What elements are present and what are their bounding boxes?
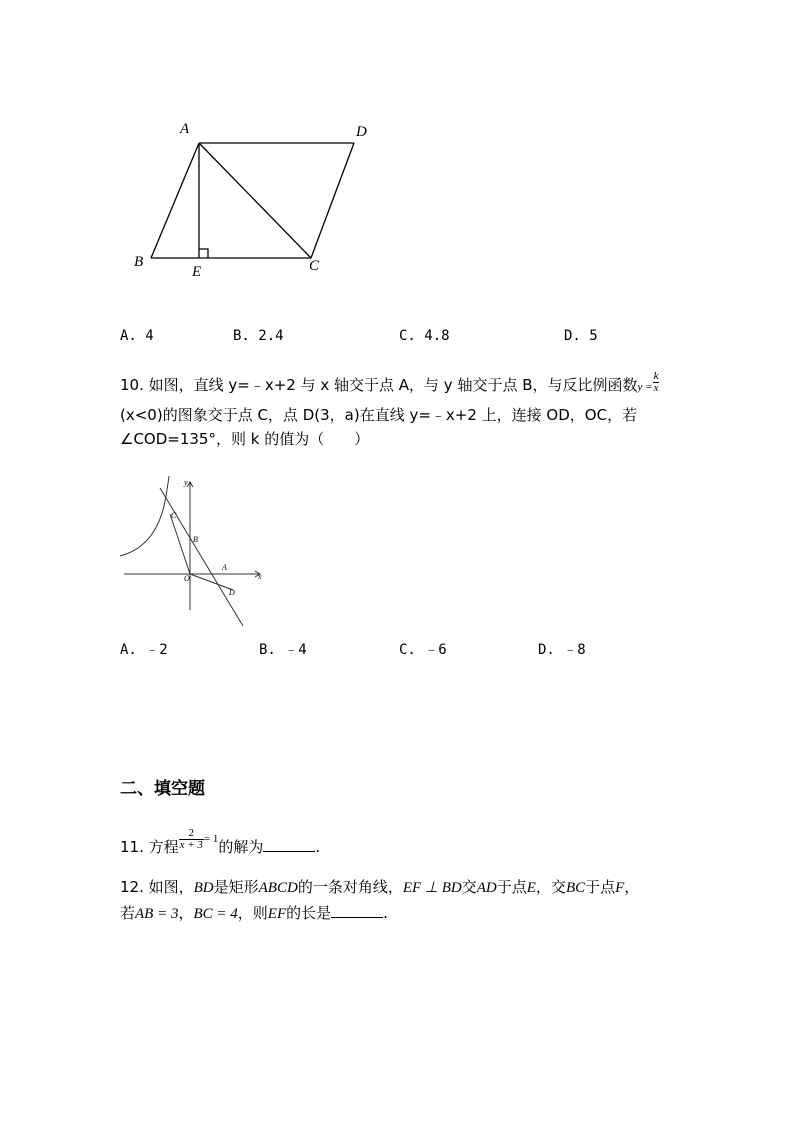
q12-l1-bc: BC [565, 880, 586, 896]
q10-option-c: C. ﹣6 [399, 642, 447, 658]
q11-end: . [315, 838, 321, 856]
q12-l1-e: 于点 [496, 878, 527, 896]
q11-frac-den: x + 3 [179, 839, 203, 851]
graph-label-o: O [184, 574, 190, 583]
q12-l2-b: ， [178, 904, 194, 922]
q12-l1-point-e: E [526, 880, 536, 896]
diagonal-ac [199, 143, 311, 258]
right-angle-mark [199, 249, 208, 258]
q12-l2-c: ，则 [237, 904, 268, 922]
q10-option-b: B. ﹣4 [259, 642, 307, 658]
q12-l1-f: ，交 [535, 878, 566, 896]
q11-frac-num: 2 [188, 827, 195, 839]
graph-label-x: x [258, 572, 262, 581]
graph-label-c: C [171, 511, 177, 520]
q12-l2-bc: BC = 4 [193, 906, 238, 922]
side-ab [151, 143, 199, 258]
q11-suffix: 的解为 [218, 838, 264, 856]
q12-l1-d: 交 [461, 878, 477, 896]
q12-l1-point-f: F [615, 880, 625, 896]
q11-answer-blank[interactable] [263, 837, 315, 852]
line-y-neg-x-plus-2 [160, 488, 243, 626]
q11-equals: = 1 [203, 833, 219, 845]
section-title: 二、填空题 [120, 779, 205, 799]
q12-l2-ab: AB = 3 [135, 906, 179, 922]
q10-line1-text: 10. 如图，直线 y=﹣x+2 与 x 轴交于点 A，与 y 轴交于点 B，与反比例函数 [120, 376, 638, 394]
q12-l1-abcd: ABCD [258, 880, 298, 896]
graph-label-a: A [222, 563, 227, 572]
q12-l1-ad: AD [476, 880, 497, 896]
q10-line2: (x<0)的图象交于点 C，点 D(3，a)在直线 y=﹣x+2 上，连接 OD，OC，若 [120, 406, 638, 424]
q10-func-fraction [653, 371, 660, 394]
q12-l1-h: ， [624, 878, 640, 896]
q12-l2-a: 若 [120, 904, 136, 922]
label-c: C [309, 258, 320, 274]
q9-option-a: A. 4 [120, 328, 154, 344]
parallelogram-figure [120, 110, 390, 290]
label-d: D [356, 124, 367, 140]
graph-label-y: y [184, 478, 188, 487]
graph-label-d: D [229, 588, 235, 597]
q12-l1-b: 是矩形 [213, 878, 259, 896]
q12-l1-g: 于点 [585, 878, 616, 896]
q10-option-a: A. ﹣2 [120, 642, 168, 658]
q10-graph [118, 474, 278, 634]
hyperbola-branch [120, 476, 169, 556]
q10-func-x: x [653, 382, 659, 394]
label-e: E [192, 264, 202, 280]
q9-option-d: D. 5 [564, 328, 598, 344]
q10-func-k: k [653, 370, 659, 382]
label-b: B [134, 254, 144, 270]
label-a: A [180, 121, 190, 137]
q12-answer-blank[interactable] [331, 903, 383, 918]
segment-od [190, 574, 233, 590]
q12-l1-ef-perp-bd: EF ⊥ BD [402, 880, 462, 896]
q12-line2 [120, 902, 388, 925]
q12-l1-bd: BD [193, 880, 214, 896]
q10-line1 [120, 370, 659, 398]
side-dc [311, 143, 354, 258]
q12-l2-d: 的长是 [286, 904, 332, 922]
q9-option-b: B. 2.4 [233, 328, 284, 344]
q12-l2-end: . [383, 904, 388, 922]
q12-l1-c: 的一条对角线， [297, 878, 403, 896]
q11-line [120, 827, 321, 860]
q9-option-c: C. 4.8 [399, 328, 450, 344]
q10-func-y: y = [637, 381, 653, 393]
q11-prefix: 11. 方程 [120, 838, 179, 856]
q10-line3: ∠COD=135°，则 k 的值为（ ） [120, 430, 370, 448]
q11-fraction [179, 828, 204, 851]
segment-oc [170, 514, 190, 574]
q12-l1-a: 12. 如图， [120, 878, 194, 896]
q10-option-d: D. ﹣8 [538, 642, 586, 658]
q12-l2-ef: EF [267, 906, 287, 922]
graph-label-b: B [193, 535, 198, 544]
q12-line1 [120, 876, 639, 899]
